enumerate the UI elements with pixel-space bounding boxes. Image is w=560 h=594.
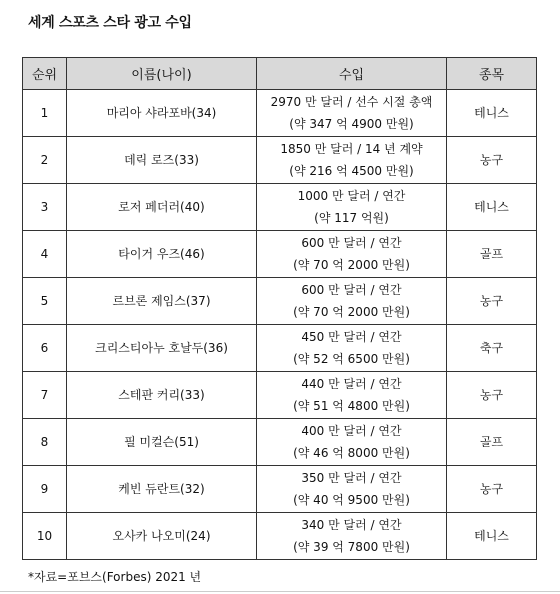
page-divider [0, 591, 560, 592]
rank-cell: 8 [23, 419, 67, 466]
table-row [23, 278, 537, 325]
income-krw: (약 46 억 8000 만원) [293, 446, 410, 460]
sport-cell: 골프 [447, 419, 537, 466]
income-krw: (약 39 억 7800 만원) [293, 540, 410, 554]
rank-cell: 4 [23, 231, 67, 278]
document-title: 세계 스포츠 스타 광고 수입 [28, 15, 192, 31]
income-usd: 450 만 달러 / 연간 [301, 330, 402, 344]
income-krw: (약 216 억 4500 만원) [289, 164, 414, 178]
rank-cell: 7 [23, 372, 67, 419]
sport-cell: 농구 [447, 372, 537, 419]
header-rank: 순위 [23, 58, 67, 90]
income-krw: (약 70 억 2000 만원) [293, 258, 410, 272]
ranking-table [22, 57, 537, 560]
income-usd: 2970 만 달러 / 선수 시절 총액 [270, 95, 433, 109]
name-cell: 필 미컬슨(51) [67, 419, 257, 466]
table-row [23, 513, 537, 560]
table-row [23, 231, 537, 278]
income-krw: (약 117 억원) [314, 211, 389, 225]
income-cell [257, 90, 447, 137]
income-krw: (약 51 억 4800 만원) [293, 399, 410, 413]
rank-cell: 9 [23, 466, 67, 513]
sport-cell: 농구 [447, 137, 537, 184]
income-krw: (약 347 억 4900 만원) [289, 117, 414, 131]
income-cell [257, 278, 447, 325]
rank-cell: 2 [23, 137, 67, 184]
sport-cell: 테니스 [447, 90, 537, 137]
table-row [23, 184, 537, 231]
sport-cell: 축구 [447, 325, 537, 372]
rank-cell: 5 [23, 278, 67, 325]
income-cell [257, 231, 447, 278]
income-usd: 350 만 달러 / 연간 [301, 471, 402, 485]
income-usd: 340 만 달러 / 연간 [301, 518, 402, 532]
income-usd: 1000 만 달러 / 연간 [297, 189, 406, 203]
name-cell: 로저 페더러(40) [67, 184, 257, 231]
income-usd: 600 만 달러 / 연간 [301, 283, 402, 297]
table-row [23, 466, 537, 513]
name-cell: 마리아 샤라포바(34) [67, 90, 257, 137]
income-cell [257, 513, 447, 560]
income-usd: 600 만 달러 / 연간 [301, 236, 402, 250]
rank-cell: 1 [23, 90, 67, 137]
source-footnote: *자료=포브스(Forbes) 2021 년 [28, 570, 202, 584]
income-cell [257, 372, 447, 419]
name-cell: 크리스티아누 호날두(36) [67, 325, 257, 372]
header-name: 이름(나이) [67, 58, 257, 90]
name-cell: 스테판 커리(33) [67, 372, 257, 419]
income-cell [257, 325, 447, 372]
income-usd: 400 만 달러 / 연간 [301, 424, 402, 438]
income-cell [257, 419, 447, 466]
sport-cell: 농구 [447, 278, 537, 325]
name-cell: 케빈 듀란트(32) [67, 466, 257, 513]
sport-cell: 농구 [447, 466, 537, 513]
header-sport: 종목 [447, 58, 537, 90]
sport-cell: 테니스 [447, 513, 537, 560]
income-cell [257, 466, 447, 513]
table-row [23, 137, 537, 184]
income-krw: (약 40 억 9500 만원) [293, 493, 410, 507]
income-krw: (약 70 억 2000 만원) [293, 305, 410, 319]
income-usd: 1850 만 달러 / 14 년 계약 [280, 142, 423, 156]
table-row [23, 372, 537, 419]
table-row [23, 325, 537, 372]
rank-cell: 3 [23, 184, 67, 231]
rank-cell: 10 [23, 513, 67, 560]
name-cell: 타이거 우즈(46) [67, 231, 257, 278]
sport-cell: 골프 [447, 231, 537, 278]
table-row [23, 419, 537, 466]
income-krw: (약 52 억 6500 만원) [293, 352, 410, 366]
sport-cell: 테니스 [447, 184, 537, 231]
income-usd: 440 만 달러 / 연간 [301, 377, 402, 391]
name-cell: 오사카 나오미(24) [67, 513, 257, 560]
header-income: 수입 [257, 58, 447, 90]
income-cell [257, 184, 447, 231]
income-cell [257, 137, 447, 184]
name-cell: 르브론 제임스(37) [67, 278, 257, 325]
name-cell: 데릭 로즈(33) [67, 137, 257, 184]
table-header-row [23, 58, 537, 90]
rank-cell: 6 [23, 325, 67, 372]
table-row [23, 90, 537, 137]
